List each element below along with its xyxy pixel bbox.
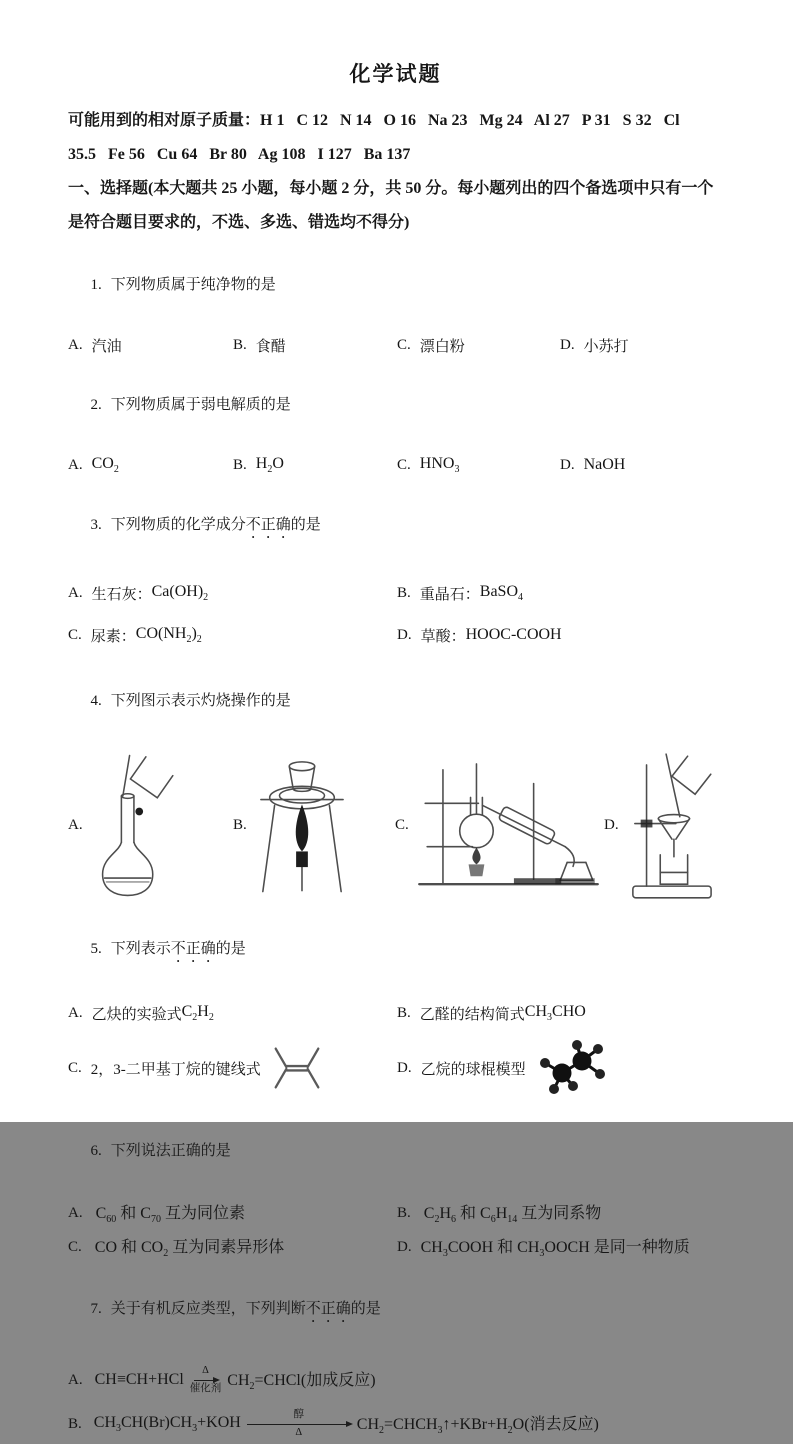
chem-formula: NaOH	[583, 456, 626, 473]
option-b: B. $CH_3CH(Br)CH_3+KOH$ 醇 Δ $CH_2=CHCH_3↑+KBr+H_2O$(消去反应)	[68, 1409, 599, 1438]
products: $CH_2=CHCH_3↑+KBr+H_2O$(消去反应)	[356, 1416, 599, 1437]
question-5-stem: 5. 下列表示不正确的是	[90, 941, 246, 957]
question-6	[68, 1106, 723, 1264]
option-b: B. 重晶石： BaSO$_4$	[397, 582, 524, 604]
option-c: C. 2，3-二甲基丁烷的键线式	[68, 1043, 397, 1093]
atomic-mass-line-1: 可能用到的相对原子质量：H 1 C 12 N 14 O 16 Na 23 Mg 24 Al 27 P 31 S 32 Cl	[68, 112, 680, 129]
emphasized-text: 不正确	[245, 517, 291, 533]
question-3-stem: 3. 下列物质的化学成分不正确的是	[90, 517, 321, 533]
option-d: D. 乙烷的球棍模型	[397, 1039, 723, 1097]
question-7	[68, 1264, 723, 1444]
atomic-mass-line-2: 35.5 Fe 56 Cu 64 Br 80 Ag 108 I 127 Ba 137	[68, 146, 411, 163]
option-d: D.	[604, 749, 723, 901]
option-d: D. 草酸： HOOC-COOH	[397, 626, 562, 645]
option-b: B. $C_2H_6$ 和 $C_6H_{14}$ 互为同系物	[397, 1200, 723, 1225]
question-3	[68, 480, 723, 656]
chem-formula: HOOC-COOH	[465, 626, 562, 643]
question-4	[68, 656, 723, 904]
arrow-shaft	[194, 1380, 218, 1381]
option-c: C. $HNO_3$	[397, 454, 460, 476]
reactants: CH≡CH+HCl	[94, 1371, 184, 1388]
question-5-options-row-1	[68, 996, 723, 1030]
chem-formula: $CO_2$	[91, 454, 119, 476]
volumetric-flask-transfer-figure	[91, 750, 173, 900]
chem-formula: BaSO$_4$	[479, 582, 524, 604]
option-a: A. 生石灰： $Ca(OH)_2$	[68, 582, 209, 604]
question-1	[68, 240, 723, 360]
emphasized-text: 不正确	[170, 941, 216, 957]
products: $CH_2=CHCl$(加成反应)	[227, 1372, 376, 1393]
option-a: A. 汽油	[68, 336, 122, 355]
option-c: C. 漂白粉	[397, 336, 465, 355]
option-a: A. $CO_2$	[68, 454, 119, 476]
crucible-heating-figure	[255, 754, 348, 896]
question-number: 7.	[90, 1301, 102, 1317]
question-7-stem: 7. 关于有机反应类型，下列判断不正确的是	[90, 1301, 381, 1317]
reaction-equation	[95, 1366, 376, 1394]
filtration-apparatus-figure	[627, 749, 715, 901]
chem-formula: $CO(NH_2)_2$	[135, 624, 202, 646]
option-b: B.	[233, 754, 395, 896]
option-d: D. 小苏打	[560, 336, 629, 355]
section-intro-line-1: 一、选择题(本大题共 25 小题，每小题 2 分，共 50 分。每小题列出的四个备选项中只有一个	[68, 180, 714, 197]
distillation-apparatus-figure	[417, 756, 600, 894]
option-a: A. 乙炔的实验式 $C_2H_2$	[68, 1002, 214, 1024]
emphasized-text: 不正确	[305, 1301, 351, 1317]
chem-statement: $C_2H_6$ 和 $C_6H_{14}$ 互为同系物	[419, 1205, 602, 1226]
arrow-condition-bottom: 催化剂	[189, 1382, 222, 1394]
option-c: C.	[395, 756, 604, 894]
question-number: 5.	[90, 941, 102, 957]
question-5	[68, 904, 723, 1106]
question-3-options-row-1	[68, 572, 723, 614]
question-number: 1.	[90, 277, 102, 293]
reaction-equation	[94, 1410, 599, 1438]
question-1-options	[68, 330, 723, 360]
option-a: A. $C_{60}$ 和 $C_{70}$ 互为同位素	[68, 1200, 397, 1225]
section-intro-line-2: 是符合题目要求的，不选、多选、错选均不得分)	[68, 214, 410, 231]
question-6-options-row-1	[68, 1196, 723, 1230]
question-4-figures	[68, 746, 723, 904]
option-c: C. CO 和 $CO_2$ 互为同素异形体	[68, 1234, 397, 1259]
question-6-stem: 6. 下列说法正确的是	[90, 1143, 231, 1159]
chem-statement: $CH_3COOH$ 和 $CH_3OOCH$ 是同一种物质	[420, 1239, 690, 1260]
reaction-arrow	[190, 1366, 222, 1394]
question-3-options-row-2	[68, 614, 723, 656]
chem-formula: $C_2H_2$	[181, 1002, 214, 1024]
question-6-options-row-2	[68, 1230, 723, 1264]
chem-statement: $C_{60}$ 和 $C_{70}$ 互为同位素	[91, 1205, 245, 1226]
reaction-arrow	[247, 1410, 351, 1438]
ball-and-stick-model-figure	[532, 1039, 610, 1097]
question-number: 4.	[90, 693, 102, 709]
reactants: $CH_3CH(Br)CH_3+KOH$	[93, 1413, 241, 1435]
question-2	[68, 360, 723, 480]
option-b: B. $H_2O$	[233, 454, 284, 476]
chem-formula: $HNO_3$	[419, 454, 460, 476]
chem-formula: $H_2O$	[255, 454, 284, 476]
question-number: 2.	[90, 397, 102, 413]
question-4-stem: 4. 下列图示表示灼烧操作的是	[90, 693, 291, 709]
question-1-stem: 1. 下列物质属于纯净物的是	[90, 277, 276, 293]
chem-formula: $CH_3CHO$	[524, 1002, 586, 1024]
chem-statement: CO 和 $CO_2$ 互为同素异形体	[90, 1239, 285, 1260]
question-number: 3.	[90, 517, 102, 533]
bond-line-formula-figure	[267, 1043, 327, 1093]
option-a: A.	[68, 750, 233, 900]
arrow-condition-top: 醇	[293, 1409, 305, 1420]
option-c: C. 尿素： $CO(NH_2)_2$	[68, 624, 202, 646]
question-2-options	[68, 450, 723, 480]
option-a: A. CH≡CH+HCl Δ 催化剂 $CH_2=CHCl$(加成反应)	[68, 1365, 376, 1394]
option-d: D. $CH_3COOH$ 和 $CH_3OOCH$ 是同一种物质	[397, 1234, 723, 1259]
option-d: D. NaOH	[560, 456, 626, 473]
question-2-stem: 2. 下列物质属于弱电解质的是	[90, 397, 291, 413]
arrow-condition-bottom: Δ	[295, 1426, 303, 1438]
question-number: 6.	[90, 1143, 102, 1159]
option-b: B. 乙醛的结构简式 $CH_3CHO$	[397, 1002, 586, 1024]
question-5-options-row-2	[68, 1030, 723, 1106]
option-b: B. 食醋	[233, 336, 286, 355]
chem-formula: $Ca(OH)_2$	[151, 582, 209, 604]
page-title: 化学试题	[349, 62, 442, 86]
arrow-condition-top: Δ	[202, 1365, 209, 1376]
arrow-shaft	[247, 1424, 351, 1425]
